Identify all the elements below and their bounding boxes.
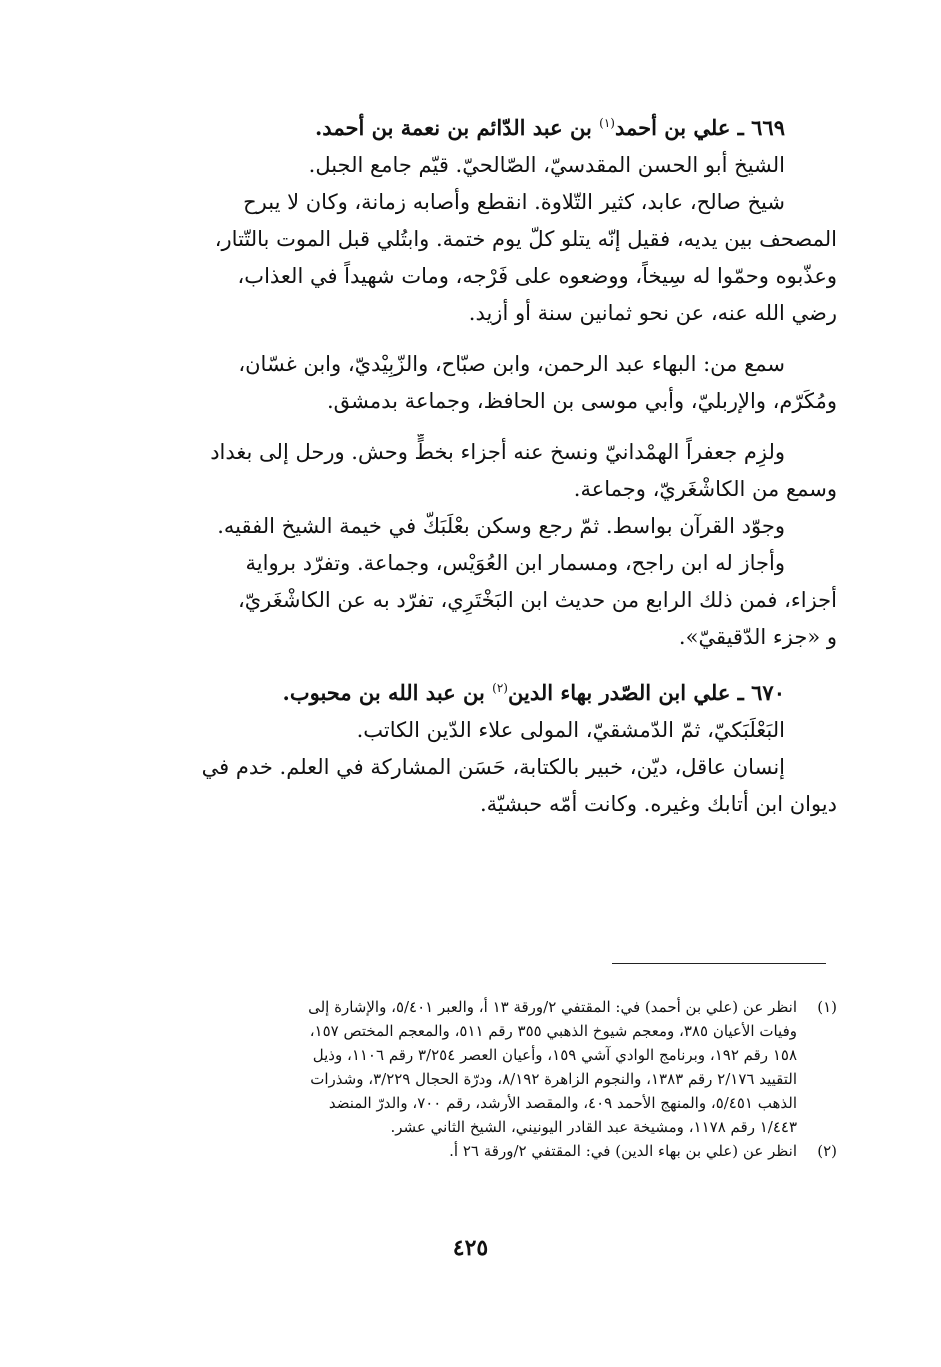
entry-heading — [102, 105, 837, 147]
footnote-text: انظر عن (علي بن أحمد) في: المقتفي ٢/ورقة ١٣ أ، والعبر ٥/٤٠١، والإشارة إلى — [308, 998, 797, 1016]
entry-heading-rest: بن عبد الدّائم بن نعمة بن أحمد. — [314, 115, 600, 140]
footnote-line: ١/٤٤٣ رقم ١١٧٨، ومشيخة عبد القادر اليونيني، الشيخ الثاني عشر. — [390, 1118, 797, 1136]
text-line: ولزِم جعفراً الهمْدانيّ ونسخ عنه أجزاء بخطٍّ وحش. ورحل إلى بغداد — [210, 440, 785, 464]
footnote-line: التقييد ٢/١٧٦ رقم ١٣٨٣، والنجوم الزاهرة ٨/١٩٢، ودرّة الحجال ٣/٢٢٩، وشذرات — [310, 1070, 797, 1088]
text-line: وجوّد القرآن بواسط. ثمّ رجع وسكن بعْلَبَكّ في خيمة الشيخ الفقيه. — [217, 514, 785, 538]
footnote-line — [102, 995, 837, 1019]
footnote-divider — [612, 963, 826, 964]
text-line: ديوان ابن أتابك وغيره. وكانت أمّه حبشيّة. — [479, 792, 837, 816]
footnote-line: الذهب ٥/٤٥١، والمنهج الأحمد ٤٠٩، والمقصد الأرشد، رقم ٧٠٠، والدرّ المنضد — [328, 1094, 797, 1112]
text-line: ومُكَرّم، والإربليّ، وأبي موسى بن الحافظ، وجماعة بدمشق. — [326, 389, 837, 413]
text-line: إنسان عاقل، ديّن، خبير بالكتابة، حَسَن المشاركة في العلم. خدم في — [201, 755, 785, 779]
text-line: الشيخ أبو الحسن المقدسيّ، الصّالحيّ. قيّم جامع الجبل. — [308, 153, 785, 177]
page-number: ٤٢٥ — [452, 1235, 489, 1261]
entry-heading-name: ٦٧٠ ـ علي ابن الصّدر بهاء الدين — [507, 680, 785, 705]
entry-heading-name: ٦٦٩ ـ علي بن أحمد — [614, 115, 785, 140]
footnote-line: ١٥٨ رقم ١٩٢، وبرنامج الوادي آشي ١٥٩، وأعيان العصر ٣/٢٥٤ رقم ١١٠٦، وذيل — [312, 1046, 797, 1064]
footnote-text: انظر عن (علي بن بهاء الدين) في: المقتفي ٢/ورقة ٢٦ أ. — [449, 1142, 797, 1160]
footnote-number: (١) — [817, 998, 837, 1016]
entry-heading-rest: بن عبد الله بن محبوب. — [282, 680, 493, 705]
text-line: رضي الله عنه، عن نحو ثمانين سنة أو أزيد. — [468, 301, 837, 325]
entry-heading — [102, 670, 837, 712]
footnote-ref[interactable]: (٢) — [492, 681, 508, 695]
text-line: و «جزء الدّقيقيّ». — [678, 625, 837, 649]
footnote-number: (٢) — [817, 1142, 837, 1160]
text-line: وأجاز له ابن راجح، ومسمار ابن العُوَيْس، وجماعة. وتفرّد برواية — [245, 551, 785, 575]
text-line: البَعْلَبَكيّ، ثمّ الدّمشقيّ، المولى علاء الدّين الكاتب. — [356, 718, 785, 742]
footnote-ref[interactable]: (١) — [599, 116, 615, 130]
footnote-line: وفيات الأعيان ٣٨٥، ومعجم شيوخ الذهبي ٣٥٥ رقم ٥١١، والمعجم المختص ١٥٧، — [309, 1022, 797, 1040]
text-line: وسمع من الكاشْغَريّ، وجماعة. — [573, 477, 837, 501]
text-line: أجزاء، فمن ذلك الرابع من حديث ابن البَخْتَرِي، تفرّد به عن الكاشْغَريّ، — [237, 588, 837, 612]
text-line: المصحف بين يديه، فقيل إنّه يتلو كلّ يوم ختمة. وابتُلي قبل الموت بالتّتار، — [214, 227, 837, 251]
text-line: سمع من: البهاء عبد الرحمن، وابن صبّاح، والزّبِيْديّ، وابن غسّان، — [238, 352, 785, 376]
footnote-line — [102, 1139, 837, 1163]
main-text — [102, 105, 837, 823]
text-line: وعذّبوه وحمّوا له سِيخاً، ووضعوه على فَرْجه، ومات شهيداً في العذاب، — [237, 264, 837, 288]
text-line: شيخ صالح، عابد، كثير التّلاوة. انقطع وأصابه زمانة، وكان لا يبرح — [243, 190, 785, 214]
footnotes — [102, 995, 837, 1163]
